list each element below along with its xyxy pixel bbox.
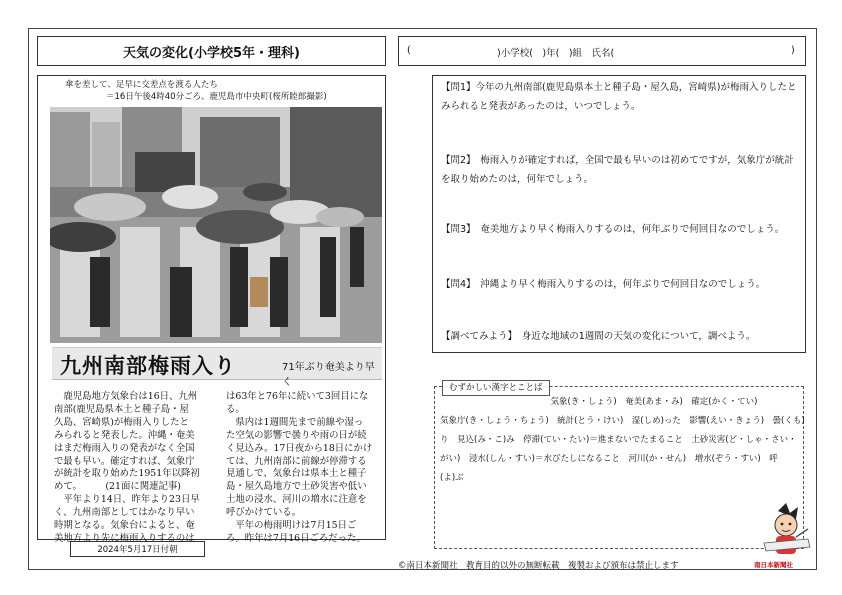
name-open-paren: ( (407, 45, 411, 56)
headline-main: 九州南部梅雨入り (60, 353, 236, 378)
vocabulary-title: むずかしい漢字とことば (442, 380, 550, 396)
question-4: 【問4】 沖縄より早く梅雨入りするのは，何年ぶりで何回目なのでしょう。 (441, 279, 766, 290)
article-col2-line: は63年と76年に続いて3回目にな (226, 391, 369, 402)
article-col1-line: が統計を取り始めた1951年以降初 (54, 468, 200, 480)
caption-line-2: ＝16日午後4時40分ごろ、鹿児島市中央町(桜所睦郎撮影) (106, 92, 327, 102)
article-col1-line: く、九州南部としてはかなり早い (54, 507, 195, 519)
question-1: 【問1】今年の九州南部(鹿児島県本土と種子島・屋久島，宮崎県)が梅雨入りしたとみられると発表があったのは，いつでしょう。 (441, 82, 797, 112)
question-2: 【問2】 梅雨入りが確定すれば，全国で最も早いのは初めてですが，気象庁が統計を取り始めたのは，何年でしょう。 (441, 155, 794, 185)
mascot-icon (756, 503, 816, 567)
vocabulary-line: がい) 浸水(しん・すい)＝水びたしになること 河川(か・せん) 増水(ぞう・すい) 呼 (440, 454, 778, 464)
headline-sub: 71年ぶり奄美より早く (282, 362, 375, 388)
article-col1-line: で最も早い。確定すれば、気象庁 (54, 455, 195, 467)
article-col1-line: 美地方より先に梅雨入りするのは (54, 532, 195, 544)
article-col1-line: 鹿児島地方気象台は16日、九州 (54, 391, 198, 402)
vocabulary-line: 気象(き・しょう) 奄美(あま・み) 確定(かく・てい) (440, 397, 758, 407)
vocabulary-line: り 見込(み・こ)み 停滞(てい・たい)＝進まないでたまること 土砂災害(ど・しゃ・さい・ (440, 435, 797, 445)
article-col2-line: 平年の梅雨明けは7月15日ご (226, 520, 357, 532)
questions-box (432, 75, 806, 353)
article-col2-line: 島・屋久島地方で土砂災害や低い (226, 481, 367, 493)
student-info-box (398, 36, 806, 66)
vocabulary-line: 気象庁(き・しょう・ちょう) 統計(とう・けい) 湿(しめ)った 影響(えい・きょう) 曇(くも) (440, 416, 805, 426)
article-col1-line: 時期となる。気象台によると、奄 (54, 520, 195, 532)
article-col1-line: はまだ梅雨入りの発表がなく全国 (54, 442, 195, 454)
news-photo (50, 107, 382, 343)
article-col2-line: く見込み。17日夜から18日にかけ (226, 442, 373, 454)
article-col2-line: 呼びかけている。 (226, 507, 302, 519)
vocabulary-list (440, 393, 805, 488)
vocabulary-line: (よ)ぶ (440, 473, 464, 483)
article-body-column-2 (226, 391, 381, 546)
article-col2-line: た空気の影響で曇りや雨の日が続 (226, 429, 367, 441)
worksheet-title: 天気の変化(小学校5年・理科) (37, 36, 386, 66)
name-close-paren: ) (791, 45, 795, 56)
article-col2-line: 土地の浸水、河川の増水に注意を (226, 494, 367, 506)
article-body-column-1 (54, 391, 209, 546)
article-col2-line: 見通しで、気象台は県本土と種子 (226, 468, 367, 480)
article-col1-line: 久島、宮崎県)が梅雨入りしたと (54, 416, 189, 428)
article-date: 2024年5月17日付朝 (70, 541, 205, 557)
publisher-logo: 南日本新聞社 (754, 561, 793, 569)
copyright-notice: ©南日本新聞社 教育目的以外の無断転載 複製および頒布は禁止します (398, 561, 679, 571)
article-col2-line: ろ。昨年は7月16日ごろだった。 (226, 532, 366, 544)
article-col1-line: みられると発表した。沖縄・奄美 (54, 429, 195, 441)
article-col2-line: 県内は1週間先まで前線や湿っ (226, 416, 364, 428)
article-headline (52, 347, 382, 388)
article-col2-line: る。 (226, 403, 245, 415)
caption-line-1: 傘を差して、足早に交差点を渡る人たち (65, 80, 218, 90)
school-grade-class-name-fields: )小学校( )年( )組 氏名( (497, 48, 615, 59)
article-col1-line: 南部(鹿児島県本土と種子島・屋 (54, 403, 189, 415)
research-task: 【調べてみよう】 身近な地域の1週間の天気の変化について，調べよう。 (441, 331, 756, 342)
question-3: 【問3】 奄美地方より早く梅雨入りするのは，何年ぶりで何回目なのでしょう。 (441, 224, 785, 235)
article-col1-line: 平年より14日、昨年より23日早 (54, 494, 200, 506)
article-col2-line: ては、九州南部に前線が停滞する (226, 455, 367, 467)
article-col1-line: めて。 (21面に関連記事) (54, 481, 181, 493)
